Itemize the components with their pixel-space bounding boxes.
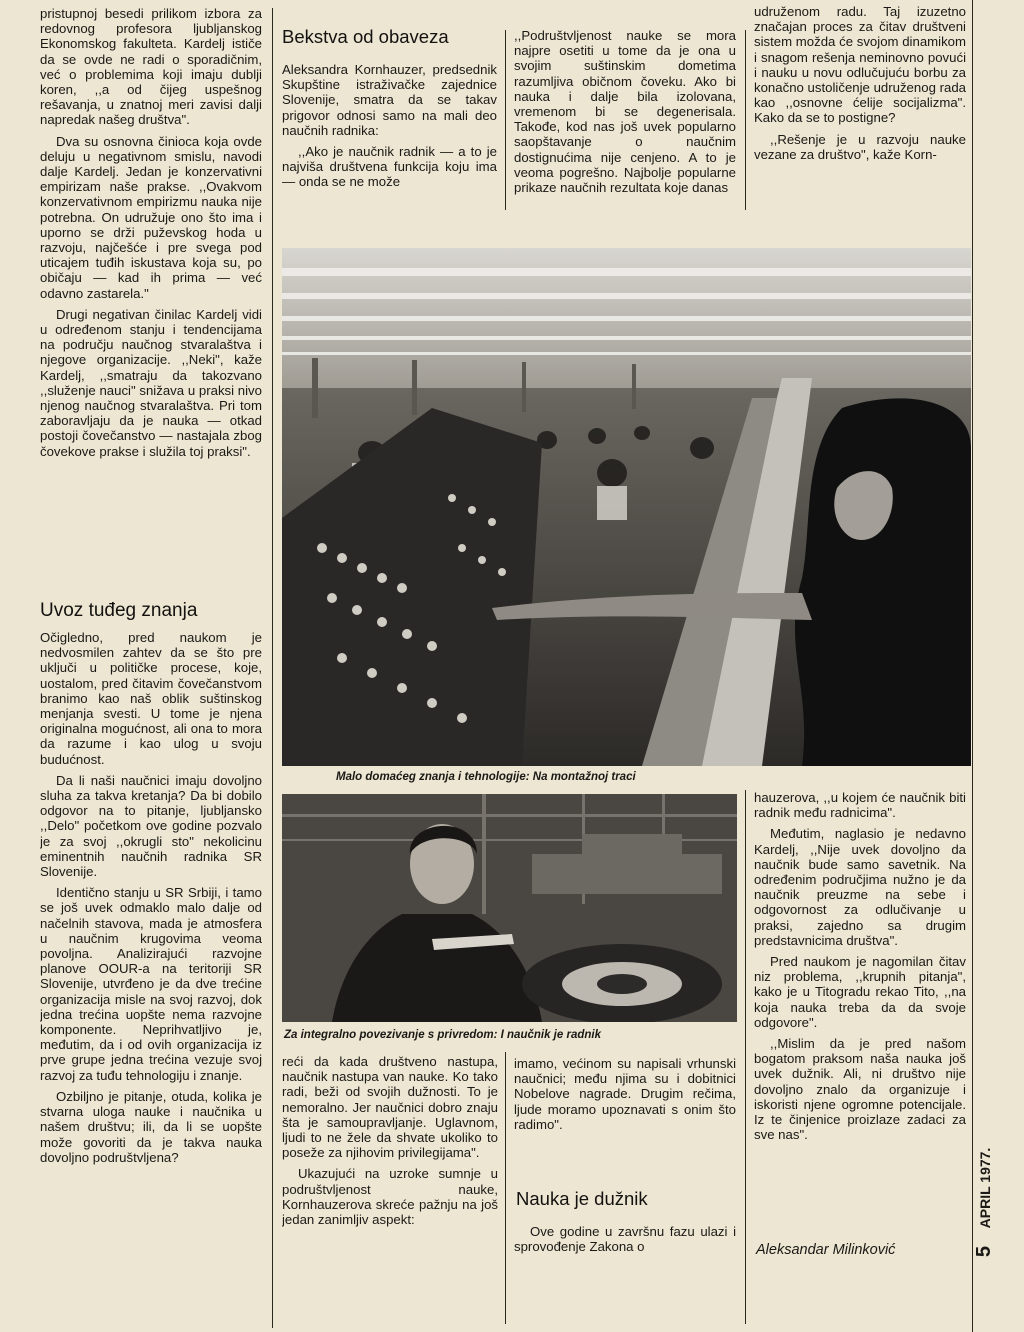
column-1-bottom xyxy=(40,630,262,1330)
paragraph: reći da kada društveno nastupa, naučnik nastupa van nauke. Ko tako radi, beži od svojih dužnosti. To je nemoralno. Jer naučnici dobro znaju šta je samoupravljanje. Uglavnom, ljudi to ne žele da shvate ukoliko to poseže za njihovim privilegijama". xyxy=(282,1054,498,1161)
issue-date: APRIL 1977. xyxy=(977,1147,993,1229)
right-edge-rule xyxy=(972,0,973,1332)
column-rule-1 xyxy=(272,8,273,1328)
paragraph: Identično stanju u SR Srbiji, i tamo se još uvek odmaklo malo dalje od načelnih stavova, mada je atmosfera u naučnim krugovima veoma povoljna. Analizirajući razvojne planove OOUR-a na teritoriji SR Slovenije, utvrđeno je da dve trećine organizacija misle na svoj razvoj, dok jedna trećina uopšte nema razvojne komponente. Neprihvatljivo je, međutim, da i od ovih organizacija iz prve grupe jedna trećina vezuje svoj razvoj za tuđu tehnologiju i znanje. xyxy=(40,885,262,1083)
column-3-top xyxy=(514,28,736,218)
column-rule-5 xyxy=(745,790,746,1324)
assembly-line-photo xyxy=(282,248,971,766)
paragraph: ,,Rešenje je u razvoju nauke vezane za društvo", kaže Korn- xyxy=(754,131,966,162)
paragraph: ,,Podruštvljenost nauke se mora najpre osetiti u tome da je ona u svojim suštinskim dometima razumljiva običnom čoveku. Ako bi nauka i dalje bila izolovana, vremenom bi se degenerisala. Takođe, kod nas još uvek popularno saopštavanje o naučnim dostignućima nije cenjeno. A to je veoma pogrešno. Najbolje popularne prikaze naučnih rezultata koje danas xyxy=(514,28,736,196)
paragraph: udruženom radu. Taj izuzetno značajan proces za čitav društveni sistem možda će svojom dinamikom i snagom rešenja neminovno povući i nauku u novu odlučujuću borbu za konačno ustoličenje udruženog rada kao ,,osnovne ćelije socijalizma". Kako da se to postigne? xyxy=(754,4,966,126)
column-rule-4 xyxy=(505,1052,506,1324)
paragraph: Ove godine u završnu fazu ulazi i sprovođenje Zakona o xyxy=(514,1224,736,1255)
column-3-bottom-tail xyxy=(514,1224,736,1264)
column-rule-2 xyxy=(505,30,506,210)
paragraph: Očigledno, pred naukom je nedvosmilen zahtev da se što pre uključi u političke procese, koje, uostalom, pred čitavim čovečanstvom branimo kao naš oblik suštinskog menjanja svesti. U tome je njena originalna mogućnost, ali ona to mora da razume i kao ulog u svoju budućnost. xyxy=(40,630,262,767)
paragraph: hauzerova, ,,u kojem će naučnik biti radnik među radnicima". xyxy=(754,790,966,821)
page-number: 5 xyxy=(973,1245,996,1258)
column-2-top xyxy=(282,62,497,212)
paragraph: ,,Mislim da je pred našom bogatom praksom naša nauka još uvek dužnik. Ali, ni društvo nije dovoljno znalo da organizuje i iskoristi njene ogromne potencijale. Iz te činjenice proizlaze zadaci za sve nas". xyxy=(754,1036,966,1143)
paragraph: Dva su osnovna činioca koja ovde deluju u negativnom smislu, navodi dalje Kardelj. Jedan je konzervativni empirizam naše prakse. ,,Ovakvom konzervativnom empirizmu nauka nije potrebna. On udružuje ono što ima i uporno se drži puževskog hoda u razvoju, najčešće i pre svega pod uticajem tuđih iskustava koja su, po običaju — kad ih prima — već odavno zastarela." xyxy=(40,133,262,301)
paragraph: pristupnoj besedi prilikom izbora za redovnog profesora ljubljanskog Ekonomskog fakulteta. Kardelj ističe da se ovde ne radi o sporadičnim, već o problemima koji imaju dublji koren, ,,a od čijeg uspešnog rešavanja, u znatnoj meri zavisi dalji napredak našeg društva". xyxy=(40,6,262,128)
worker-lathe-illustration xyxy=(282,794,737,1022)
paragraph: Drugi negativan činilac Kardelj vidi u određenom stanju i tendencijama na području naučnog stvaralaštva i njegove organizacije. ,,Neki", kaže Kardelj, ,,smatraju da takozvano ,,služenje nauci" snižava u praksi nivo njenog naučnog stvaralaštva. Pri tom zaboravljaju da je nauka — otkad postoji čovečanstvo — nastajala zbog čovekove prakse i služila toj praksi". xyxy=(40,306,262,459)
paragraph: Pred naukom je nagomilan čitav niz problema, ,,krupnih pitanja", kako je u Titogradu rekao Tito, ,,na koja nauka treba da da svoje odgovore". xyxy=(754,954,966,1030)
paragraph: Aleksandra Kornhauzer, predsednik Skupštine istraživačke zajednice Slovenije, smatra da se takav prigovor odnosi samo na mali deo naučnih radnika: xyxy=(282,62,497,138)
paragraph: imamo, većinom su napisali vrhunski naučnici; među njima su i dobitnici Nobelove nagrade. Drugim rečima, ljude moramo upoznavati s onim što radimo". xyxy=(514,1056,736,1132)
paragraph: Međutim, naglasio je nedavno Kardelj, ,,Nije uvek dovoljno da naučnik bude samo savetnik. Na određenim područjima nužno je da naučnik preuzme na sebe i odgovornost za odlučivanje u praksi, zajedno sa drugim predstavnicima društva". xyxy=(754,826,966,948)
paragraph: Ozbiljno je pitanje, otuda, kolika je stvarna uloga nauke i naučnika u našem društvu; ili, da li se uopšte može govoriti da je takva nauka dovoljno podruštvljena? xyxy=(40,1088,262,1165)
section-heading-bekstva: Bekstva od obaveza xyxy=(282,26,449,47)
column-2-bottom xyxy=(282,1054,498,1329)
photo-caption-1: Malo domaćeg znanja i tehnologije: Na montažnoj traci xyxy=(336,771,636,783)
assembly-line-illustration xyxy=(282,248,971,766)
column-3-bottom-top xyxy=(514,1056,736,1151)
paragraph: ,,Ako je naučnik radnik — a to je najviša društvena funkcija koju ima — onda se ne može xyxy=(282,144,497,190)
author-signature: Aleksandar Milinković xyxy=(756,1242,896,1258)
worker-portrait-photo xyxy=(282,794,737,1022)
paragraph: Ukazujući na uzroke sumnje u podruštvljenost nauke, Kornhauzerova skreće pažnju na još jedan zanimljiv aspekt: xyxy=(282,1166,498,1228)
photo-caption-2: Za integralno povezivanje s privredom: I naučnik je radnik xyxy=(284,1029,601,1041)
column-1-top xyxy=(40,6,262,591)
column-rule-3 xyxy=(745,30,746,210)
paragraph: Da li naši naučnici imaju dovoljno sluha za takva kretanja? Da bi dobilo odgovor na to pitanje, ljubljansko ,,Delo" početkom ove godine pozvalo je za svoj ,,okrugli sto" nekolicinu eminentnih naučnih radnika SR Slovenije. xyxy=(40,772,262,880)
column-4-middle xyxy=(754,790,966,1230)
column-4-top xyxy=(754,4,966,219)
section-heading-nauka-je-duznik: Nauka je dužnik xyxy=(516,1188,648,1209)
section-heading-uvoz: Uvoz tuđeg znanja xyxy=(40,600,198,621)
